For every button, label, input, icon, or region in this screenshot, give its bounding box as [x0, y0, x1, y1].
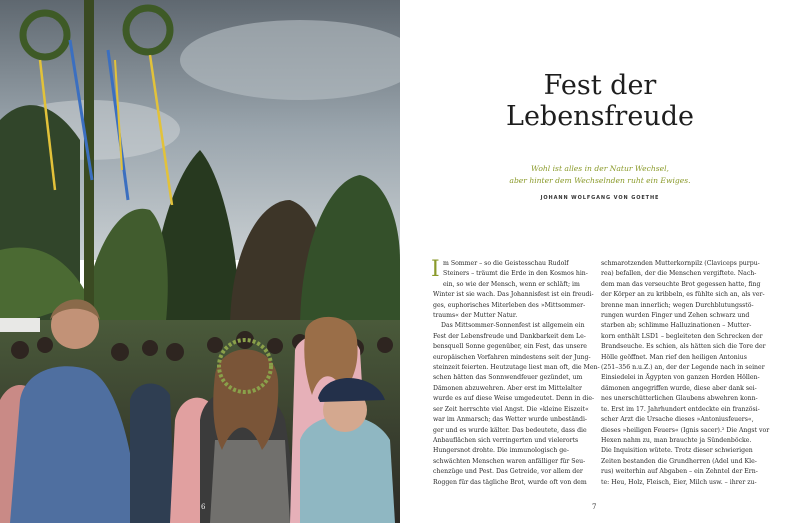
text-page [400, 0, 800, 523]
text-line: starben ab; schlimme Halluzinationen – Mutter- [601, 322, 752, 330]
text-line: Zeiten bestanden die Grundherren (Adel und Kle- [601, 457, 757, 465]
text-line: Dämonen abzuwehren. Aber erst im Mittelalter [433, 384, 582, 392]
text-line: te: Heu, Holz, Fleisch, Eier, Milch usw. – ihrer zu- [601, 478, 757, 486]
text-line: scher Arzt die Ursache dieses »Antoniusfeuers«, [601, 416, 754, 424]
text-line: schmarotzenden Mutterkornpilz (Claviceps purpu- [601, 260, 760, 267]
text-line: traums« der Mutter Natur. [433, 312, 518, 320]
text-line: dem man das verseuchte Brot gegessen hatte, fing [601, 280, 761, 288]
text-line: Das Mittsommer-Sonnenfest ist allgemein ein [441, 322, 585, 330]
text-column-1 [433, 259, 600, 488]
chapter-title-line-2: Lebensfreude [506, 101, 694, 132]
text-line: rungen wurden Finger und Zehen schwarz und [601, 312, 750, 320]
text-line: schen hätten das Sonnwendfeuer gezündet, um [433, 374, 583, 382]
epigraph-quote [400, 163, 800, 187]
chapter-title [400, 70, 800, 132]
text-line: Winter ist sie wach. Das Johannisfest ist ein freudi- [433, 291, 594, 299]
text-line: Brandseuche. Es schien, als hätten sich die Tore der [601, 343, 766, 351]
text-line: schwächten Menschen waren anfälliger für Seu- [433, 457, 586, 465]
text-line: war im Anmarsch; das Wetter wurde unbeständi- [433, 416, 588, 424]
text-line: Roggen für das tägliche Brot, wurde oft von dem [433, 478, 587, 486]
text-line: steinzeit feierten. Heutzutage liest man oft, die Men- [433, 364, 600, 372]
text-line: (251–356 n.u.Z.) an, der der Legende nach in seiner [601, 364, 765, 372]
text-column-2 [601, 259, 770, 488]
quote-line-2: aber hinter dem Wechselnden ruht ein Ewiges. [509, 176, 691, 185]
text-line: ein, so wie der Mensch, wenn er schläft; im [443, 280, 580, 288]
text-line: ges, euphorisches Miterleben des »Mittsommer- [433, 301, 586, 309]
text-line: rus) weiterhin auf Abgaben – ein Zehntel der Ern- [601, 468, 758, 476]
text-line: wurde es auf diese Weise umgedeutet. Denn in die- [433, 395, 595, 403]
text-line: chenzüge und Pest. Das Getreide, vor allem der [433, 468, 583, 476]
quote-line-1: Wohl ist alles in der Natur Wechsel, [531, 164, 669, 173]
text-line: Steiners – träumt die Erde in den Kosmos hin- [443, 270, 588, 278]
text-line: Einsiedelei in Ägypten von ganzen Horden Höllen- [601, 374, 760, 382]
text-line: rea) befallen, der die Menschen vergiftete. Nach- [601, 270, 757, 278]
text-line: Anbauflächen sich verringerten und vielerorts [433, 436, 579, 444]
text-line: m Sommer – so die Geistesschau Rudolf [443, 260, 569, 267]
text-line: europäischen Vorfahren mindestens seit der Jung- [433, 353, 591, 361]
text-line: ser Zeit herrschte viel Angst. Die »kleine Eiszeit« [433, 405, 589, 413]
text-line: dieses »heiligen Feuers« (Ignis sacer).² Die Angst vor [601, 426, 770, 434]
text-line: dämonen angegriffen wurde, diese aber dank sei- [601, 384, 757, 392]
text-line: bensquell Sonne gegenüber, ein Fest, das unsere [433, 343, 587, 351]
text-line: nes unerschütterlichen Glaubens abwehren konn- [601, 395, 758, 403]
page-number-right: 7 [592, 503, 597, 511]
text-line: der Körper an zu kribbeln, es fühlte sich an, als ver- [601, 291, 765, 299]
text-line: korn enthält LSD1 – begleiteten den Schrecken der [601, 332, 763, 340]
text-line: ger und es wurde kälter. Das bedeutete, dass die [433, 426, 587, 434]
text-line: Fest der Lebensfreude und Dankbarkeit dem Le- [433, 332, 586, 340]
drop-cap: I [431, 257, 440, 282]
text-line: brenne man innerlich; wegen Durchblutungsstö- [601, 301, 754, 309]
page-number-left: 6 [201, 503, 206, 511]
text-line: Hexen nahm zu, man brauchte ja Sündenböcke. [601, 436, 752, 444]
chapter-title-line-1: Fest der [543, 70, 657, 101]
text-line: Hungersnot drohte. Die immunologisch ge- [433, 447, 569, 455]
text-line: te. Erst im 17. Jahrhundert entdeckte ein französi- [601, 405, 760, 413]
quote-author: JOHANN WOLFGANG VON GOETHE [540, 195, 660, 201]
text-line: Die Inquisition wütete. Trotz dieser schwierigen [601, 447, 753, 455]
text-line: Hölle geöffnet. Man rief den heiligen Antonius [601, 353, 747, 361]
